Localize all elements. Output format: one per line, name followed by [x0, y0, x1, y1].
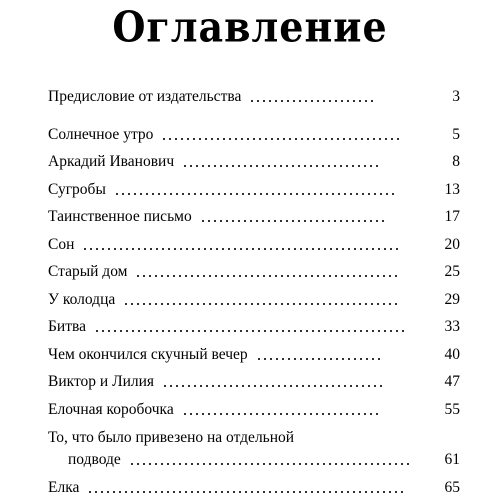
toc-entry-page: 47	[444, 373, 460, 390]
toc-entry-title: Солнечное утро	[48, 126, 154, 143]
toc-entry-page: 5	[452, 126, 460, 143]
toc-entry-page: 61	[444, 451, 460, 468]
toc-entry	[48, 372, 460, 392]
toc-entry-page: 3	[452, 88, 460, 105]
toc-entry-title: Предисловие от издательства	[48, 88, 242, 105]
dot-leader	[182, 165, 382, 167]
dot-leader	[182, 413, 382, 415]
toc-entry-page: 20	[444, 236, 460, 253]
toc-entry-page: 13	[444, 181, 460, 198]
toc-entry-page: 17	[444, 208, 460, 225]
dot-leader	[200, 220, 384, 222]
toc-entry-title: Елочная коробочка	[48, 401, 174, 418]
toc-entry	[48, 317, 460, 337]
toc-entry	[48, 478, 460, 498]
dot-leader	[249, 100, 377, 102]
toc-entry	[48, 235, 460, 255]
toc-entry	[48, 87, 460, 107]
toc-entry-title: У колодца	[48, 291, 116, 308]
dot-leader	[135, 275, 397, 277]
toc-entry-title: Сон	[48, 236, 75, 253]
toc-entry-page: 33	[444, 318, 460, 335]
toc-entry-page: 8	[452, 153, 460, 170]
dot-leader	[114, 193, 398, 195]
toc-entry	[48, 125, 460, 145]
dot-leader	[129, 463, 411, 465]
toc-entry-title: Аркадий Иванович	[48, 153, 175, 170]
dot-leader	[94, 330, 404, 332]
toc-entry-page: 25	[444, 263, 460, 280]
toc-entry-title: Старый дом	[48, 263, 128, 280]
toc-entry-page: 65	[444, 479, 460, 496]
dot-leader	[161, 138, 401, 140]
toc-entry-title: Елка	[48, 479, 80, 496]
toc-entry-title: подводе	[68, 451, 121, 468]
toc-entry-title: Таинственное письмо	[48, 208, 192, 225]
dot-leader	[87, 491, 407, 493]
dot-leader	[82, 248, 402, 250]
dot-leader	[162, 385, 384, 387]
dot-leader	[256, 358, 380, 360]
toc-entry-title: Сугробы	[48, 181, 106, 198]
dot-leader	[123, 303, 399, 305]
toc-entry	[48, 180, 460, 200]
toc-entry-title: Битва	[48, 318, 86, 335]
toc-entry-title-line1: То, что было привезено на отдельной	[48, 429, 295, 446]
toc-entry-page: 40	[444, 346, 460, 363]
toc-entry	[48, 262, 460, 282]
toc-entry	[48, 345, 460, 365]
toc-entry-title: Чем окончился скучный вечер	[48, 346, 248, 363]
toc-entry	[48, 290, 460, 310]
toc-entry-page: 55	[444, 401, 460, 418]
toc-entry	[48, 152, 460, 172]
toc-entry	[48, 428, 460, 472]
toc-entry	[48, 400, 460, 420]
toc-entry-page: 29	[444, 291, 460, 308]
toc-entry-title: Виктор и Лилия	[48, 373, 155, 390]
toc-entry	[48, 207, 460, 227]
page-title: Оглавление	[112, 1, 388, 52]
